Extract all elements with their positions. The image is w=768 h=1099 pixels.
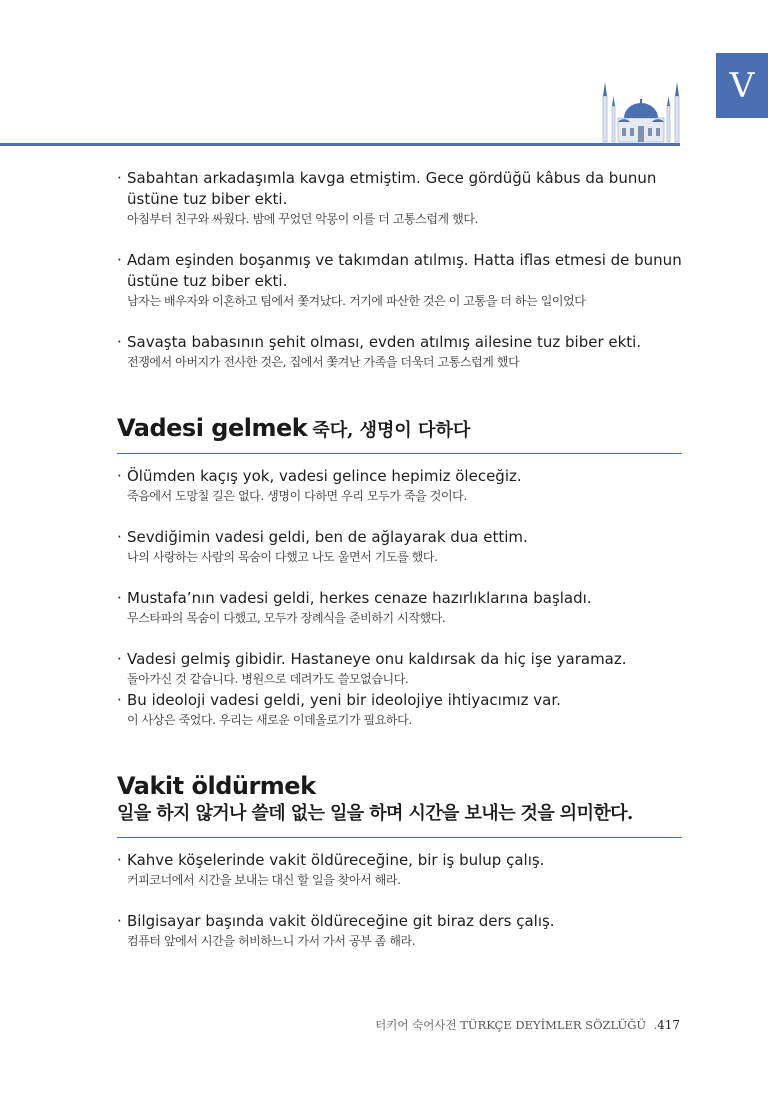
example-korean: 커피코너에서 시간을 보내는 대신 할 일을 찾아서 해라. (127, 873, 401, 887)
example-korean: 전쟁에서 아버지가 전사한 것은, 집에서 쫓겨난 가족을 더욱더 고통스럽게 했다 (127, 355, 520, 369)
bullet-dot: · (117, 589, 122, 607)
idiom-title-turkish: Vadesi gelmek (117, 414, 308, 442)
example-entry (117, 911, 682, 950)
example-korean: 이 사상은 죽었다. 우리는 새로운 이데올로기가 필요하다. (127, 713, 412, 727)
bullet-dot: · (117, 691, 122, 709)
example-entry (117, 466, 682, 505)
example-entry (117, 690, 682, 729)
example-entry (117, 168, 682, 228)
bullet-dot: · (117, 333, 122, 351)
section-rule (117, 453, 682, 454)
example-entry (117, 850, 682, 889)
bullet-dot: · (117, 528, 122, 546)
example-korean: 컴퓨터 앞에서 시간을 허비하느니 가서 가서 공부 좀 해라. (127, 934, 416, 948)
example-korean: 돌아가신 것 같습니다. 병원으로 데려가도 쓸모없습니다. (127, 672, 409, 686)
example-korean: 나의 사랑하는 사람의 목숨이 다했고 나도 울면서 기도를 했다. (127, 550, 438, 564)
example-turkish: Bilgisayar başında vakit öldüreceğine git biraz ders çalış. (127, 912, 555, 930)
example-korean: 죽음에서 도망칠 길은 없다. 생명이 다하면 우리 모두가 죽을 것이다. (127, 489, 467, 503)
bullet-dot: · (117, 169, 122, 187)
bullet-dot: · (117, 251, 122, 269)
idiom-heading (117, 771, 682, 827)
example-turkish: Sevdiğimin vadesi geldi, ben de ağlayarak dua ettim. (127, 528, 528, 546)
example-turkish: Kahve köşelerinde vakit öldüreceğine, bir iş bulup çalış. (127, 851, 545, 869)
bullet-dot: · (117, 467, 122, 485)
page-footer: 터키어 숙어사전 TÜRKÇE DEYİMLER SÖZLÜĞÜ .417 (375, 1018, 680, 1032)
footer-book-title: 터키어 숙어사전 TÜRKÇE DEYİMLER SÖZLÜĞÜ (375, 1018, 647, 1032)
example-turkish: Sabahtan arkadaşımla kavga etmiştim. Gece gördüğü kâbus da bunun üstüne tuz biber ekti. (127, 169, 657, 208)
bullet-dot: · (117, 912, 122, 930)
idiom-heading (117, 413, 682, 443)
idiom-title-korean: 죽다, 생명이 다하다 (312, 420, 471, 441)
example-entry (117, 527, 682, 566)
example-korean: 무스타파의 목숨이 다했고, 모두가 장례식을 준비하기 시작했다. (127, 611, 446, 625)
bullet-dot: · (117, 650, 122, 668)
idiom-title-turkish: Vakit öldürmek (117, 772, 316, 800)
example-turkish: Adam eşinden boşanmış ve takımdan atılmış. Hatta iflas etmesi de bunun üstüne tuz biber ekti. (127, 251, 682, 290)
mosque-icon (600, 78, 682, 144)
example-entry (117, 332, 682, 371)
example-turkish: Ölümden kaçış yok, vadesi gelince hepimiz öleceğiz. (127, 467, 522, 485)
example-entry (117, 649, 682, 688)
example-turkish: Savaşta babasının şehit olması, evden atılmış ailesine tuz biber ekti. (127, 333, 642, 351)
bullet-dot: · (117, 851, 122, 869)
chapter-letter: V (729, 65, 755, 106)
page-content (117, 168, 682, 950)
example-entry (117, 588, 682, 627)
example-turkish: Vadesi gelmiş gibidir. Hastaneye onu kaldırsak da hiç işe yaramaz. (127, 650, 627, 668)
page-number: 417 (657, 1018, 680, 1032)
example-entry (117, 250, 682, 310)
chapter-tab (716, 53, 768, 118)
example-korean: 아침부터 친구와 싸웠다. 밤에 꾸었던 악몽이 이를 더 고통스럽게 했다. (127, 212, 478, 226)
example-turkish: Bu ideoloji vadesi geldi, yeni bir ideolojiye ihtiyacımız var. (127, 691, 561, 709)
section-rule (117, 837, 682, 838)
header-rule (0, 143, 680, 146)
example-turkish: Mustafa’nın vadesi geldi, herkes cenaze hazırlıklarına başladı. (127, 589, 592, 607)
example-korean: 남자는 배우자와 이혼하고 팀에서 쫓겨났다. 거기에 파산한 것은 이 고통을 더 하는 일이었다 (127, 294, 586, 308)
idiom-title-korean: 일을 하지 않거나 쓸데 없는 일을 하며 시간을 보내는 것을 의미한다. (117, 803, 633, 824)
